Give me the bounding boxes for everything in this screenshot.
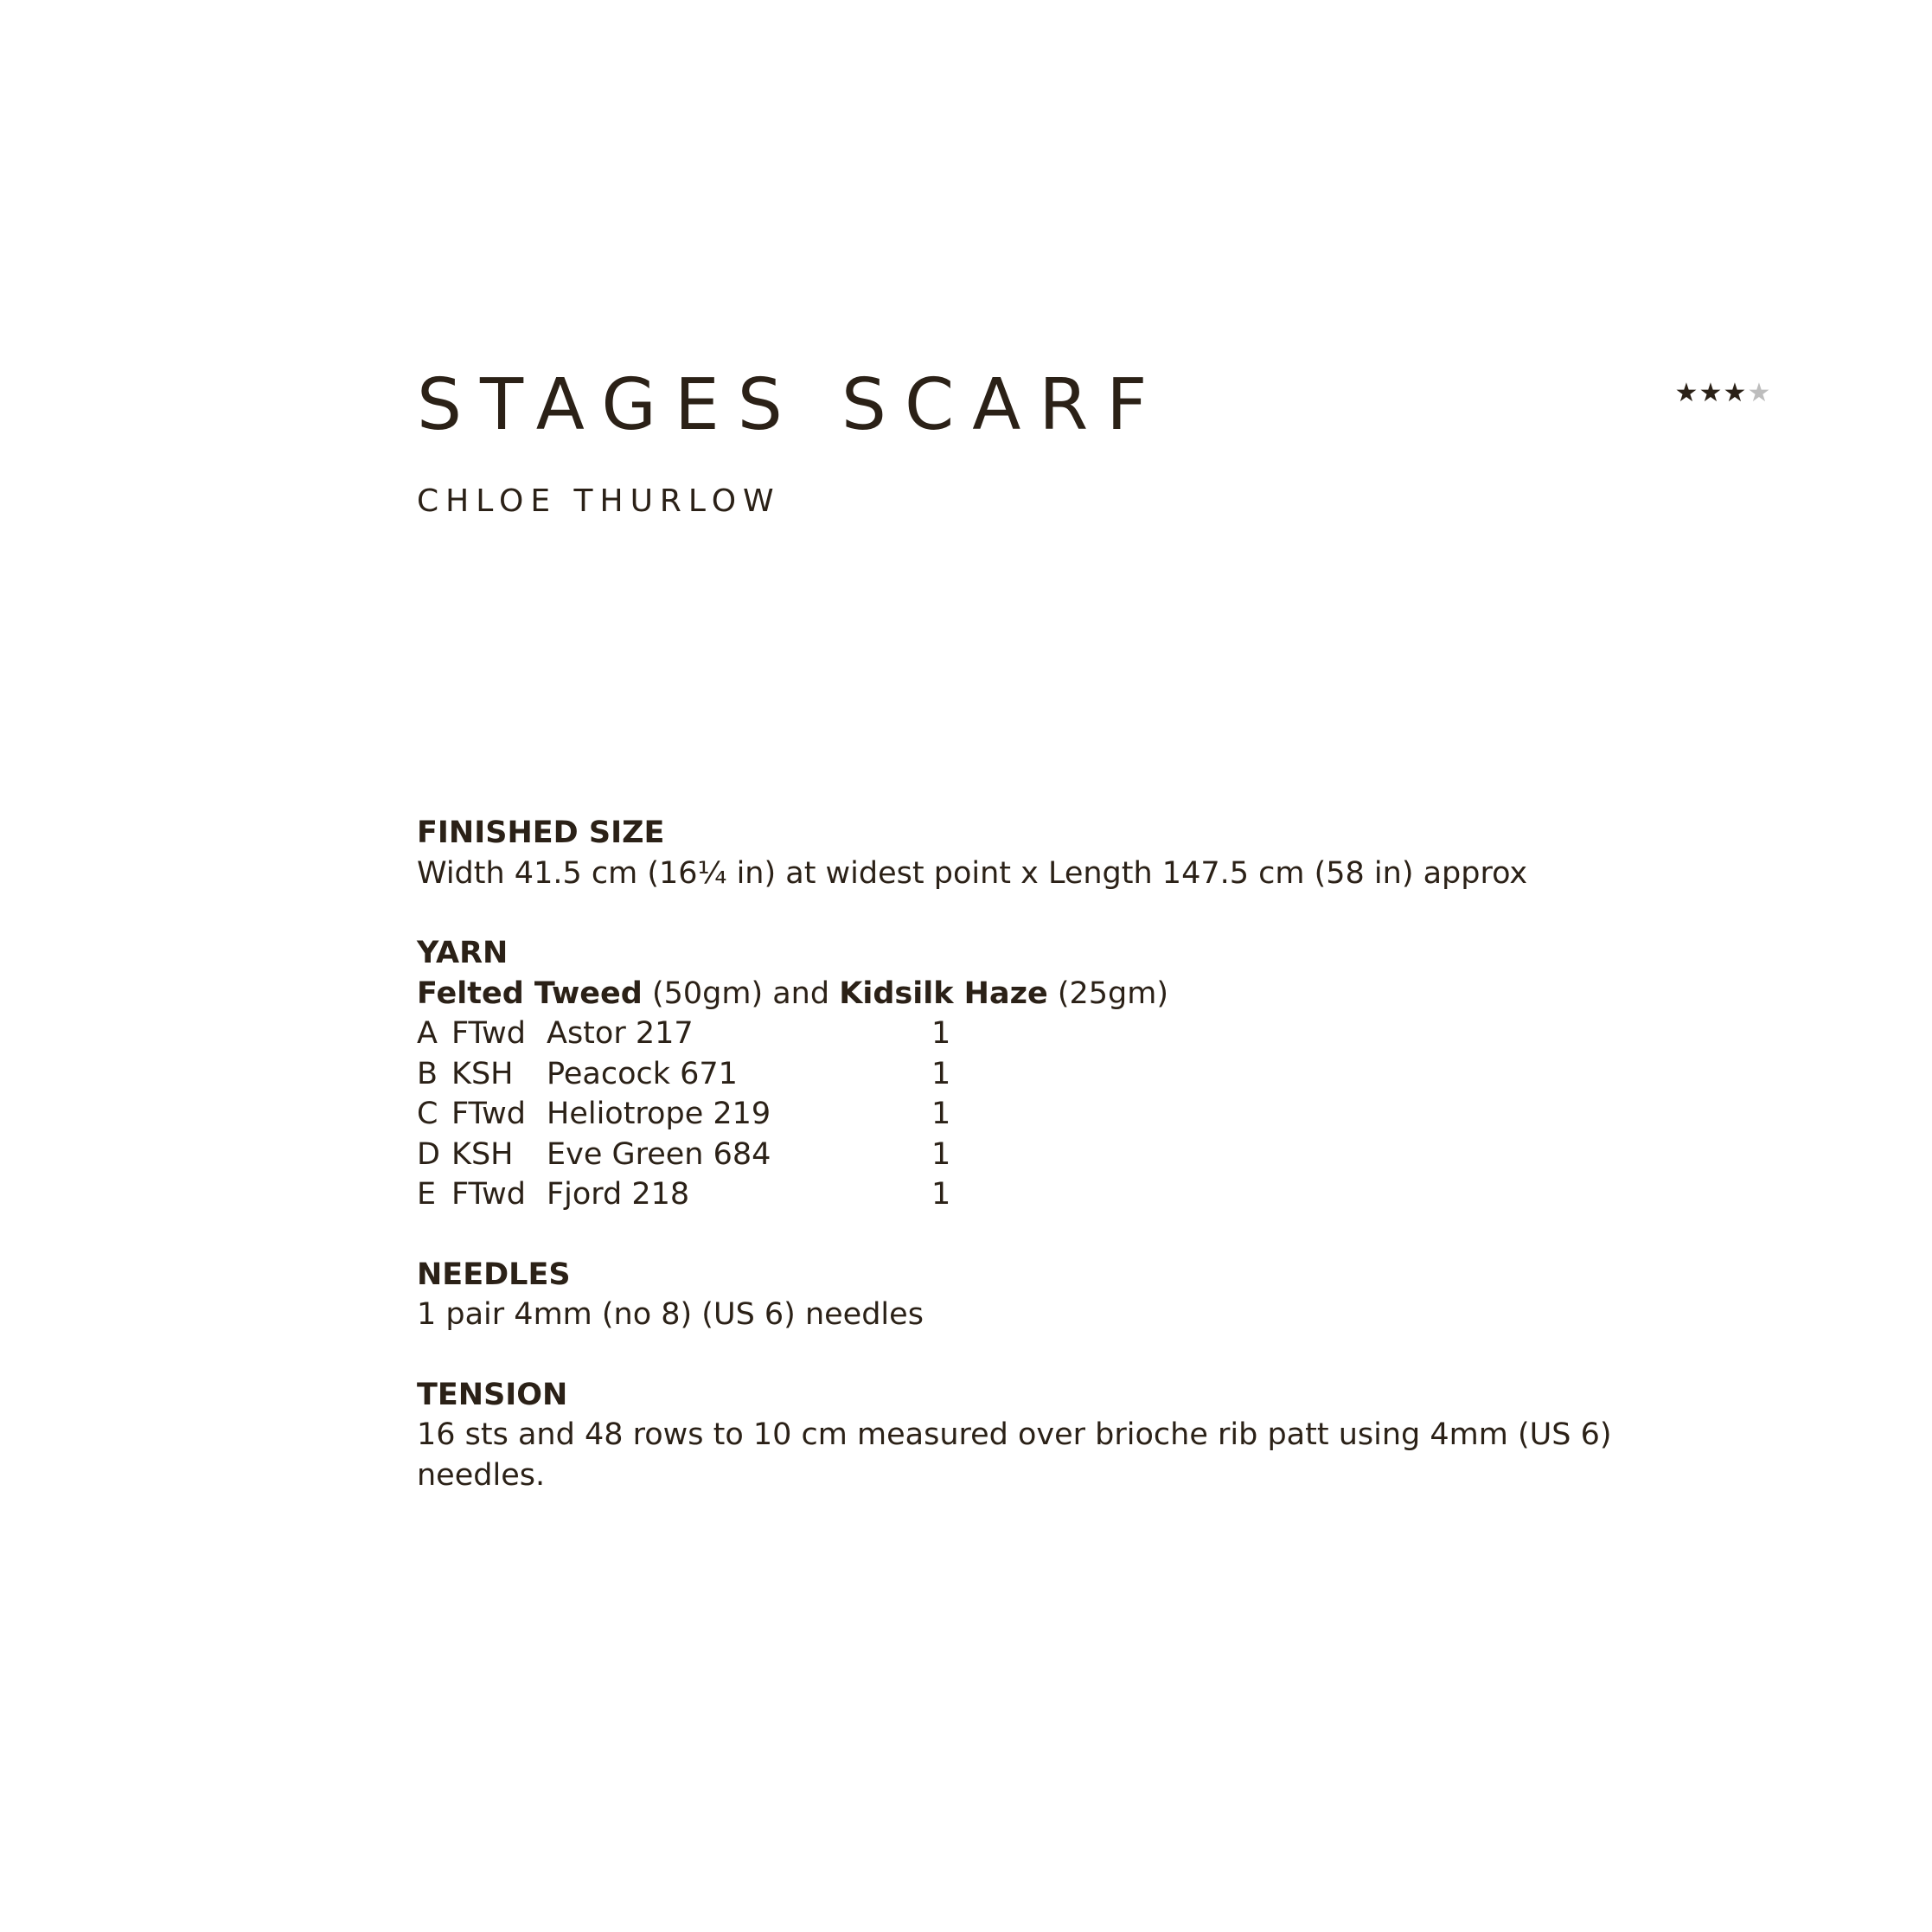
finished-size-text: Width 41.5 cm (16¼ in) at widest point x Length 147.5 cm (58 in) approx <box>417 855 1528 891</box>
yarn-heading: YARN <box>417 936 509 970</box>
yarn-quantity: 1 <box>931 1136 951 1172</box>
yarn-letter: B <box>417 1056 438 1091</box>
yarn-row <box>417 1135 1628 1175</box>
star-icon: ★ <box>1674 378 1698 408</box>
difficulty-rating <box>1674 378 1771 408</box>
needles-text: 1 pair 4mm (no 8) (US 6) needles <box>417 1297 924 1332</box>
yarn-quantity: 1 <box>931 1056 951 1091</box>
needles-section <box>417 1255 1628 1335</box>
yarn-code: FTwd <box>451 1177 526 1212</box>
yarn-name-kidsilk-haze: Kidsilk Haze <box>839 976 1048 1011</box>
yarn-shade: Eve Green 684 <box>547 1136 771 1172</box>
yarn-name-felted-tweed: Felted Tweed <box>417 976 643 1011</box>
yarn-shade: Astor 217 <box>547 1016 694 1051</box>
yarn-shade: Peacock 671 <box>547 1056 738 1091</box>
yarn-quantity: 1 <box>931 1016 951 1051</box>
yarn-code: KSH <box>451 1056 514 1091</box>
yarn-quantity: 1 <box>931 1177 951 1212</box>
yarn-section <box>417 933 1628 1215</box>
finished-size-heading: FINISHED SIZE <box>417 816 665 850</box>
yarn-row <box>417 1054 1628 1095</box>
tension-heading: TENSION <box>417 1377 568 1412</box>
yarn-row <box>417 1174 1628 1215</box>
yarn-quantity: 1 <box>931 1097 951 1131</box>
yarn-code: FTwd <box>451 1016 526 1051</box>
yarn-shade: Heliotrope 219 <box>547 1097 771 1131</box>
yarn-weight-1: (50gm) and <box>642 976 840 1011</box>
designer-name: CHLOE THURLOW <box>417 483 781 519</box>
yarn-row <box>417 1094 1628 1135</box>
yarn-letter: E <box>417 1177 437 1212</box>
star-icon: ★ <box>1747 378 1771 408</box>
yarn-letter: C <box>417 1097 438 1131</box>
pattern-details <box>417 813 1628 1495</box>
finished-size-section <box>417 813 1628 893</box>
yarn-code: KSH <box>451 1136 514 1172</box>
tension-text: 16 sts and 48 rows to 10 cm measured over brioche rib patt using 4mm (US 6) needles. <box>417 1417 1612 1493</box>
yarn-row <box>417 1014 1628 1054</box>
yarn-code: FTwd <box>451 1097 526 1131</box>
yarn-letter: D <box>417 1136 440 1172</box>
tension-section <box>417 1375 1628 1496</box>
pattern-title: STAGES SCARF <box>417 364 1166 446</box>
needles-heading: NEEDLES <box>417 1257 571 1292</box>
yarn-weight-2: (25gm) <box>1047 976 1168 1011</box>
yarn-shade: Fjord 218 <box>547 1177 690 1212</box>
star-icon: ★ <box>1723 378 1747 408</box>
yarn-description <box>417 974 1628 1014</box>
yarn-letter: A <box>417 1016 438 1051</box>
star-icon: ★ <box>1698 378 1723 408</box>
